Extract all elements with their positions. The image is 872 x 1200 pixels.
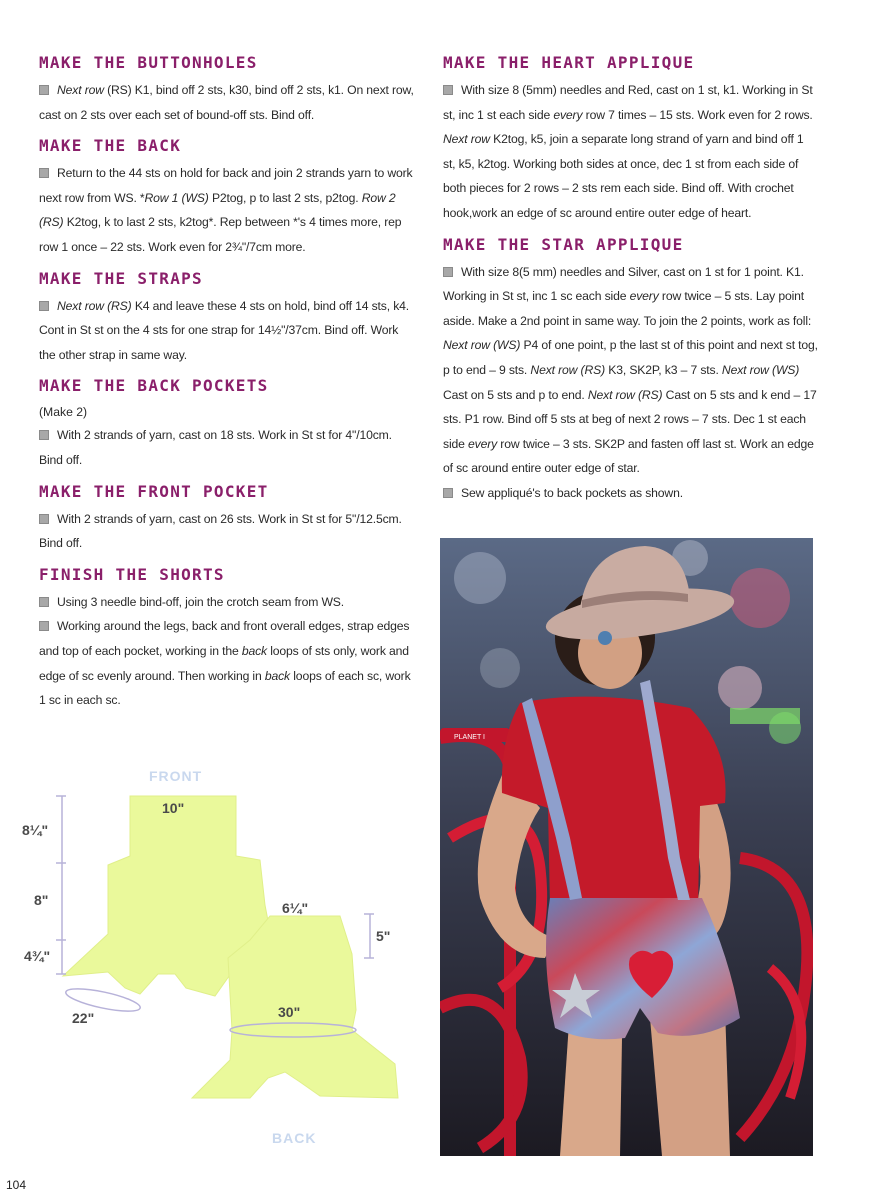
bullet-icon: [39, 430, 49, 440]
heading-back-pockets: MAKE THE BACK POCKETS: [39, 376, 269, 396]
bullet-icon: [39, 514, 49, 524]
bullet-icon: [443, 267, 453, 277]
bullet-icon: [443, 488, 453, 498]
back-label: BACK: [272, 1130, 317, 1146]
paragraph-finish-2: Working around the legs, back and front overall edges, strap edges and top of each pocket, working in the back loops of sts only, work and edge of sc evenly around. Then working in back loops of each sc, work 1 sc in each sc.: [39, 619, 411, 708]
bullet-icon: [39, 621, 49, 631]
paragraph-star: With size 8(5 mm) needles and Silver, cast on 1 st for 1 point. K1. Working in St st, inc 1 sc each side every row twice – 5 sts. Lay point aside. Make a 2nd point in same way. To join the 2 points, work as foll: Next row (WS) P4 of one point, p the last st of this point and next st tog, p to end – 9 sts. Next row (RS) K3, SK2P, k3 – 7 sts. Next row (WS) Cast on 5 sts and p to end. Next row (RS) Cast on 5 sts and k end – 17 sts. P1 row. Bind off 5 sts at beg of next 2 rows – 7 sts. Dec 1 st each side every row twice – 3 sts. SK2P and fasten off last st. Work an edge of sc around entire outer edge of star.: [443, 264, 818, 476]
schematic-shapes: [0, 760, 430, 1160]
front-label: FRONT: [149, 768, 203, 784]
section-back: [39, 135, 415, 259]
dim-back-height: 5": [376, 928, 391, 944]
heading-finish: FINISH THE SHORTS: [39, 564, 225, 584]
paragraph-buttonholes: Next row (RS) K1, bind off 2 sts, k30, bind off 2 sts, k1. On next row, cast on 2 sts over each set of bound-off sts. Bind off.: [39, 83, 414, 122]
sign-text: PLANET I: [454, 734, 485, 741]
page-number: 104: [6, 1178, 27, 1192]
paragraph-back: Return to the 44 sts on hold for back and join 2 strands yarn to work next row from WS. *Row 1 (WS) P2tog, p to last 2 sts, p2tog. Row 2 (RS) K2tog, k to last 2 sts, k2tog*. Rep between *'s 4 times more, rep row 1 once – 22 sts. Work even for 2¾"/7cm more.: [39, 166, 413, 254]
paragraph-back-pockets: With 2 strands of yarn, cast on 18 sts. Work in St st for 4"/10cm. Bind off.: [39, 428, 392, 467]
paragraph-finish-1: Using 3 needle bind-off, join the crotch seam from WS.: [39, 590, 415, 615]
dim-front-h2: 8": [34, 892, 49, 908]
dim-leg: 22": [72, 1010, 95, 1026]
paragraph-straps: Next row (RS) K4 and leave these 4 sts on hold, bind off 14 sts, k4. Cont in St st on the 4 sts for one strap for 14½"/37cm. Bind off. Work the other strap in same way.: [39, 298, 410, 362]
heading-buttonholes: MAKE THE BUTTONHOLES: [39, 53, 258, 72]
right-column: [443, 52, 819, 514]
bullet-icon: [39, 301, 49, 311]
heading-heart: MAKE THE HEART APPLIQUE: [443, 53, 695, 72]
paragraph-heart: With size 8 (5mm) needles and Red, cast on 1 st, k1. Working in St st, inc 1 st each side every row 7 times – 15 sts. Work even for 2 rows. Next row K2tog, k5, join a separate long strand of yarn and bind off 1 st, k5, k2tog. Working both sides at once, dec 1 st from each side of both pieces for 2 rows – 2 sts rem each side. Bind off. With crochet hook,work an edge of sc around entire outer edge of heart.: [443, 83, 813, 220]
dim-front-top: 10": [162, 800, 185, 816]
dim-back-top: 6¼": [282, 900, 309, 916]
heading-straps: MAKE THE STRAPS: [39, 268, 203, 288]
note-make-2: (Make 2): [39, 405, 88, 420]
model-photo-illustration: [440, 538, 813, 1156]
section-back-pockets: [39, 375, 415, 472]
schematic-diagram: [0, 760, 430, 1160]
bullet-icon: [443, 85, 453, 95]
model-photo: [440, 538, 813, 1156]
section-star: [443, 234, 819, 506]
dim-front-h1: 8¼": [22, 822, 49, 838]
dim-front-h3: 4¾": [24, 948, 51, 964]
bullet-icon: [39, 168, 49, 178]
bullet-icon: [39, 85, 49, 95]
section-front-pocket: [39, 481, 415, 556]
paragraph-front-pocket: With 2 strands of yarn, cast on 26 sts. Work in St st for 5"/12.5cm. Bind off.: [39, 511, 402, 551]
paragraph-sew: Sew appliqué's to back pockets as shown.: [443, 481, 819, 506]
section-finish: [39, 564, 415, 713]
heading-front-pocket: MAKE THE FRONT POCKET: [39, 481, 269, 501]
section-heart: [443, 52, 819, 226]
section-straps: [39, 268, 415, 368]
bullet-icon: [39, 597, 49, 607]
left-column: [39, 52, 415, 721]
heading-star: MAKE THE STAR APPLIQUE: [443, 234, 684, 254]
dim-waist: 30": [278, 1004, 301, 1020]
section-buttonholes: [39, 52, 415, 127]
heading-back: MAKE THE BACK: [39, 136, 182, 156]
